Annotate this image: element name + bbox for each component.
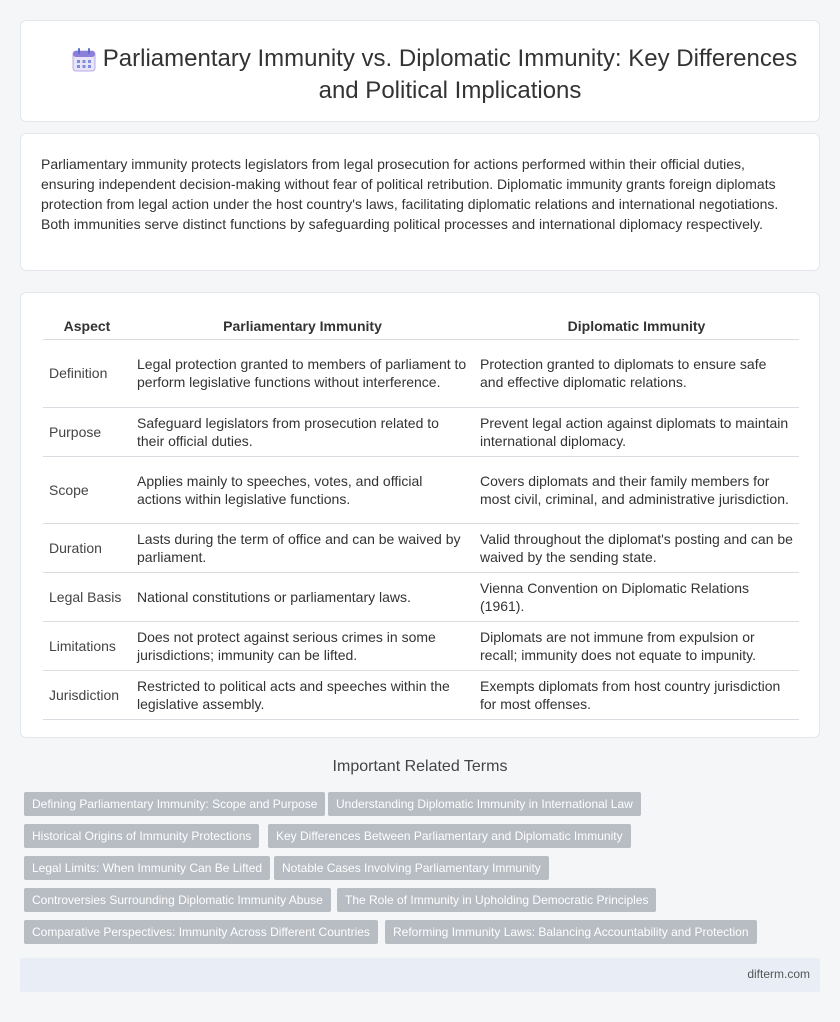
related-tag[interactable]: Legal Limits: When Immunity Can Be Lifted (24, 856, 270, 880)
related-tag[interactable]: Defining Parliamentary Immunity: Scope and Purpose (24, 792, 325, 816)
comparison-table (43, 313, 799, 720)
row-parliamentary: Does not protect against serious crimes in some jurisdictions; immunity can be lifted. (131, 621, 474, 670)
row-diplomatic: Valid throughout the diplomat's posting and can be waived by the sending state. (474, 523, 799, 572)
related-tag[interactable]: Notable Cases Involving Parliamentary Immunity (274, 856, 549, 880)
footer (20, 958, 820, 992)
row-aspect: Duration (43, 523, 131, 572)
related-tag[interactable]: Understanding Diplomatic Immunity in International Law (328, 792, 641, 816)
row-diplomatic: Exempts diplomats from host country jurisdiction for most offenses. (474, 670, 799, 719)
row-diplomatic: Vienna Convention on Diplomatic Relations (1961). (474, 572, 799, 621)
header-diplomatic: Diplomatic Immunity (474, 313, 799, 339)
related-tag[interactable]: Reforming Immunity Laws: Balancing Accountability and Protection (385, 920, 757, 944)
comparison-card (20, 292, 820, 738)
row-parliamentary: National constitutions or parliamentary laws. (131, 572, 474, 621)
intro-card (20, 133, 820, 271)
row-aspect: Limitations (43, 621, 131, 670)
row-parliamentary: Restricted to political acts and speeches within the legislative assembly. (131, 670, 474, 719)
row-parliamentary: Safeguard legislators from prosecution related to their official duties. (131, 407, 474, 456)
related-tag[interactable]: Historical Origins of Immunity Protections (24, 824, 259, 848)
row-aspect: Scope (43, 456, 131, 523)
related-tag[interactable]: Key Differences Between Parliamentary and Diplomatic Immunity (268, 824, 631, 848)
related-terms-title: Important Related Terms (332, 758, 508, 775)
table-row (43, 523, 799, 572)
table-row (43, 339, 799, 407)
table-row (43, 621, 799, 670)
row-parliamentary: Legal protection granted to members of parliament to perform legislative functions without interference. (131, 339, 474, 407)
table-row (43, 456, 799, 523)
row-aspect: Definition (43, 339, 131, 407)
row-diplomatic: Covers diplomats and their family members for most civil, criminal, and administrative jurisdiction. (474, 456, 799, 523)
table-header-row (43, 313, 799, 339)
row-diplomatic: Diplomats are not immune from expulsion or recall; immunity does not equate to impunity. (474, 621, 799, 670)
table-row (43, 572, 799, 621)
row-diplomatic: Protection granted to diplomats to ensure safe and effective diplomatic relations. (474, 339, 799, 407)
page-title: Parliamentary Immunity vs. Diplomatic Immunity: Key Differences and Political Implications (102, 45, 798, 104)
table-row (43, 407, 799, 456)
related-tag[interactable]: The Role of Immunity in Upholding Democratic Principles (337, 888, 656, 912)
row-diplomatic: Prevent legal action against diplomats to maintain international diplomacy. (474, 407, 799, 456)
related-tag[interactable]: Comparative Perspectives: Immunity Across Different Countries (24, 920, 378, 944)
row-aspect: Legal Basis (43, 572, 131, 621)
related-tag[interactable]: Controversies Surrounding Diplomatic Immunity Abuse (24, 888, 331, 912)
header-card (20, 20, 820, 122)
footer-site[interactable]: difterm.com (747, 967, 810, 981)
row-parliamentary: Applies mainly to speeches, votes, and official actions within legislative functions. (131, 456, 474, 523)
row-aspect: Jurisdiction (43, 670, 131, 719)
row-aspect: Purpose (43, 407, 131, 456)
intro-text: Parliamentary immunity protects legislators from legal prosecution for actions performed within their official duties, ensuring independent decision-making without fear of political retribution. Diplomatic immunity grants foreign diplomats protection from legal action under the host country's laws, facilitating diplomatic relations and international negotiations. Both immunities serve distinct functions by safeguarding political processes and international diplomacy respectively. (41, 156, 779, 232)
header-parliamentary: Parliamentary Immunity (131, 313, 474, 339)
header-aspect: Aspect (43, 313, 131, 339)
row-parliamentary: Lasts during the term of office and can be waived by parliament. (131, 523, 474, 572)
table-row (43, 670, 799, 719)
